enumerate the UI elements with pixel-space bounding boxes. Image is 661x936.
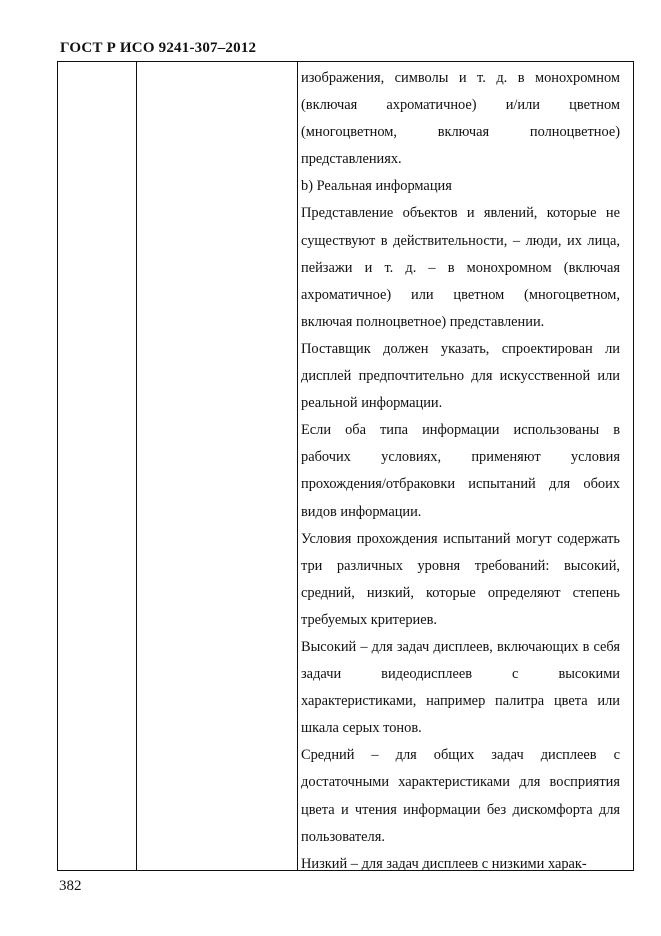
paragraph-1: изображения, символы и т. д. в монохромном (включая ахроматичное) и/или цветном (многоцветном, включая полноцветное) представлениях. xyxy=(301,70,620,168)
paragraph-5: Если оба типа информации использованы в рабочих условиях, применяют условия прохождения/отбраковки испытаний для обоих видов информации. xyxy=(301,422,620,520)
page-number: 382 xyxy=(59,878,82,894)
content-table xyxy=(57,61,634,871)
column-divider-2 xyxy=(297,62,298,870)
table-text-cell xyxy=(301,62,620,878)
paragraph-8: Средний – для общих задач дисплеев с достаточными характеристиками для восприятия цвета и чтения информации без дискомфорта для пользователя. xyxy=(301,747,620,845)
paragraph-6: Условия прохождения испытаний могут содержать три различных уровня требований: высокий, средний, низкий, которые определяют степень требуемых критериев. xyxy=(301,530,620,628)
paragraph-3: Представление объектов и явлений, которые не существуют в действительности, – люди, их лица, пейзажи и т. д. – в монохромном (включая ахроматичное) или цветном (многоцветном, включая полноцветное) представлении. xyxy=(301,205,620,330)
paragraph-7: Высокий – для задач дисплеев, включающих в себя задачи видеодисплеев с высокими характеристиками, например палитра цвета или шкала серых тонов. xyxy=(301,638,620,737)
column-divider-1 xyxy=(136,62,137,870)
document-header: ГОСТ Р ИСО 9241-307–2012 xyxy=(60,40,257,56)
paragraph-2: b) Реальная информация xyxy=(301,178,452,195)
paragraph-4: Поставщик должен указать, спроектирован ли дисплей предпочтительно для искусственной или реальной информации. xyxy=(301,340,620,412)
paragraph-9: Низкий – для задач дисплеев с низкими харак- xyxy=(301,855,587,872)
